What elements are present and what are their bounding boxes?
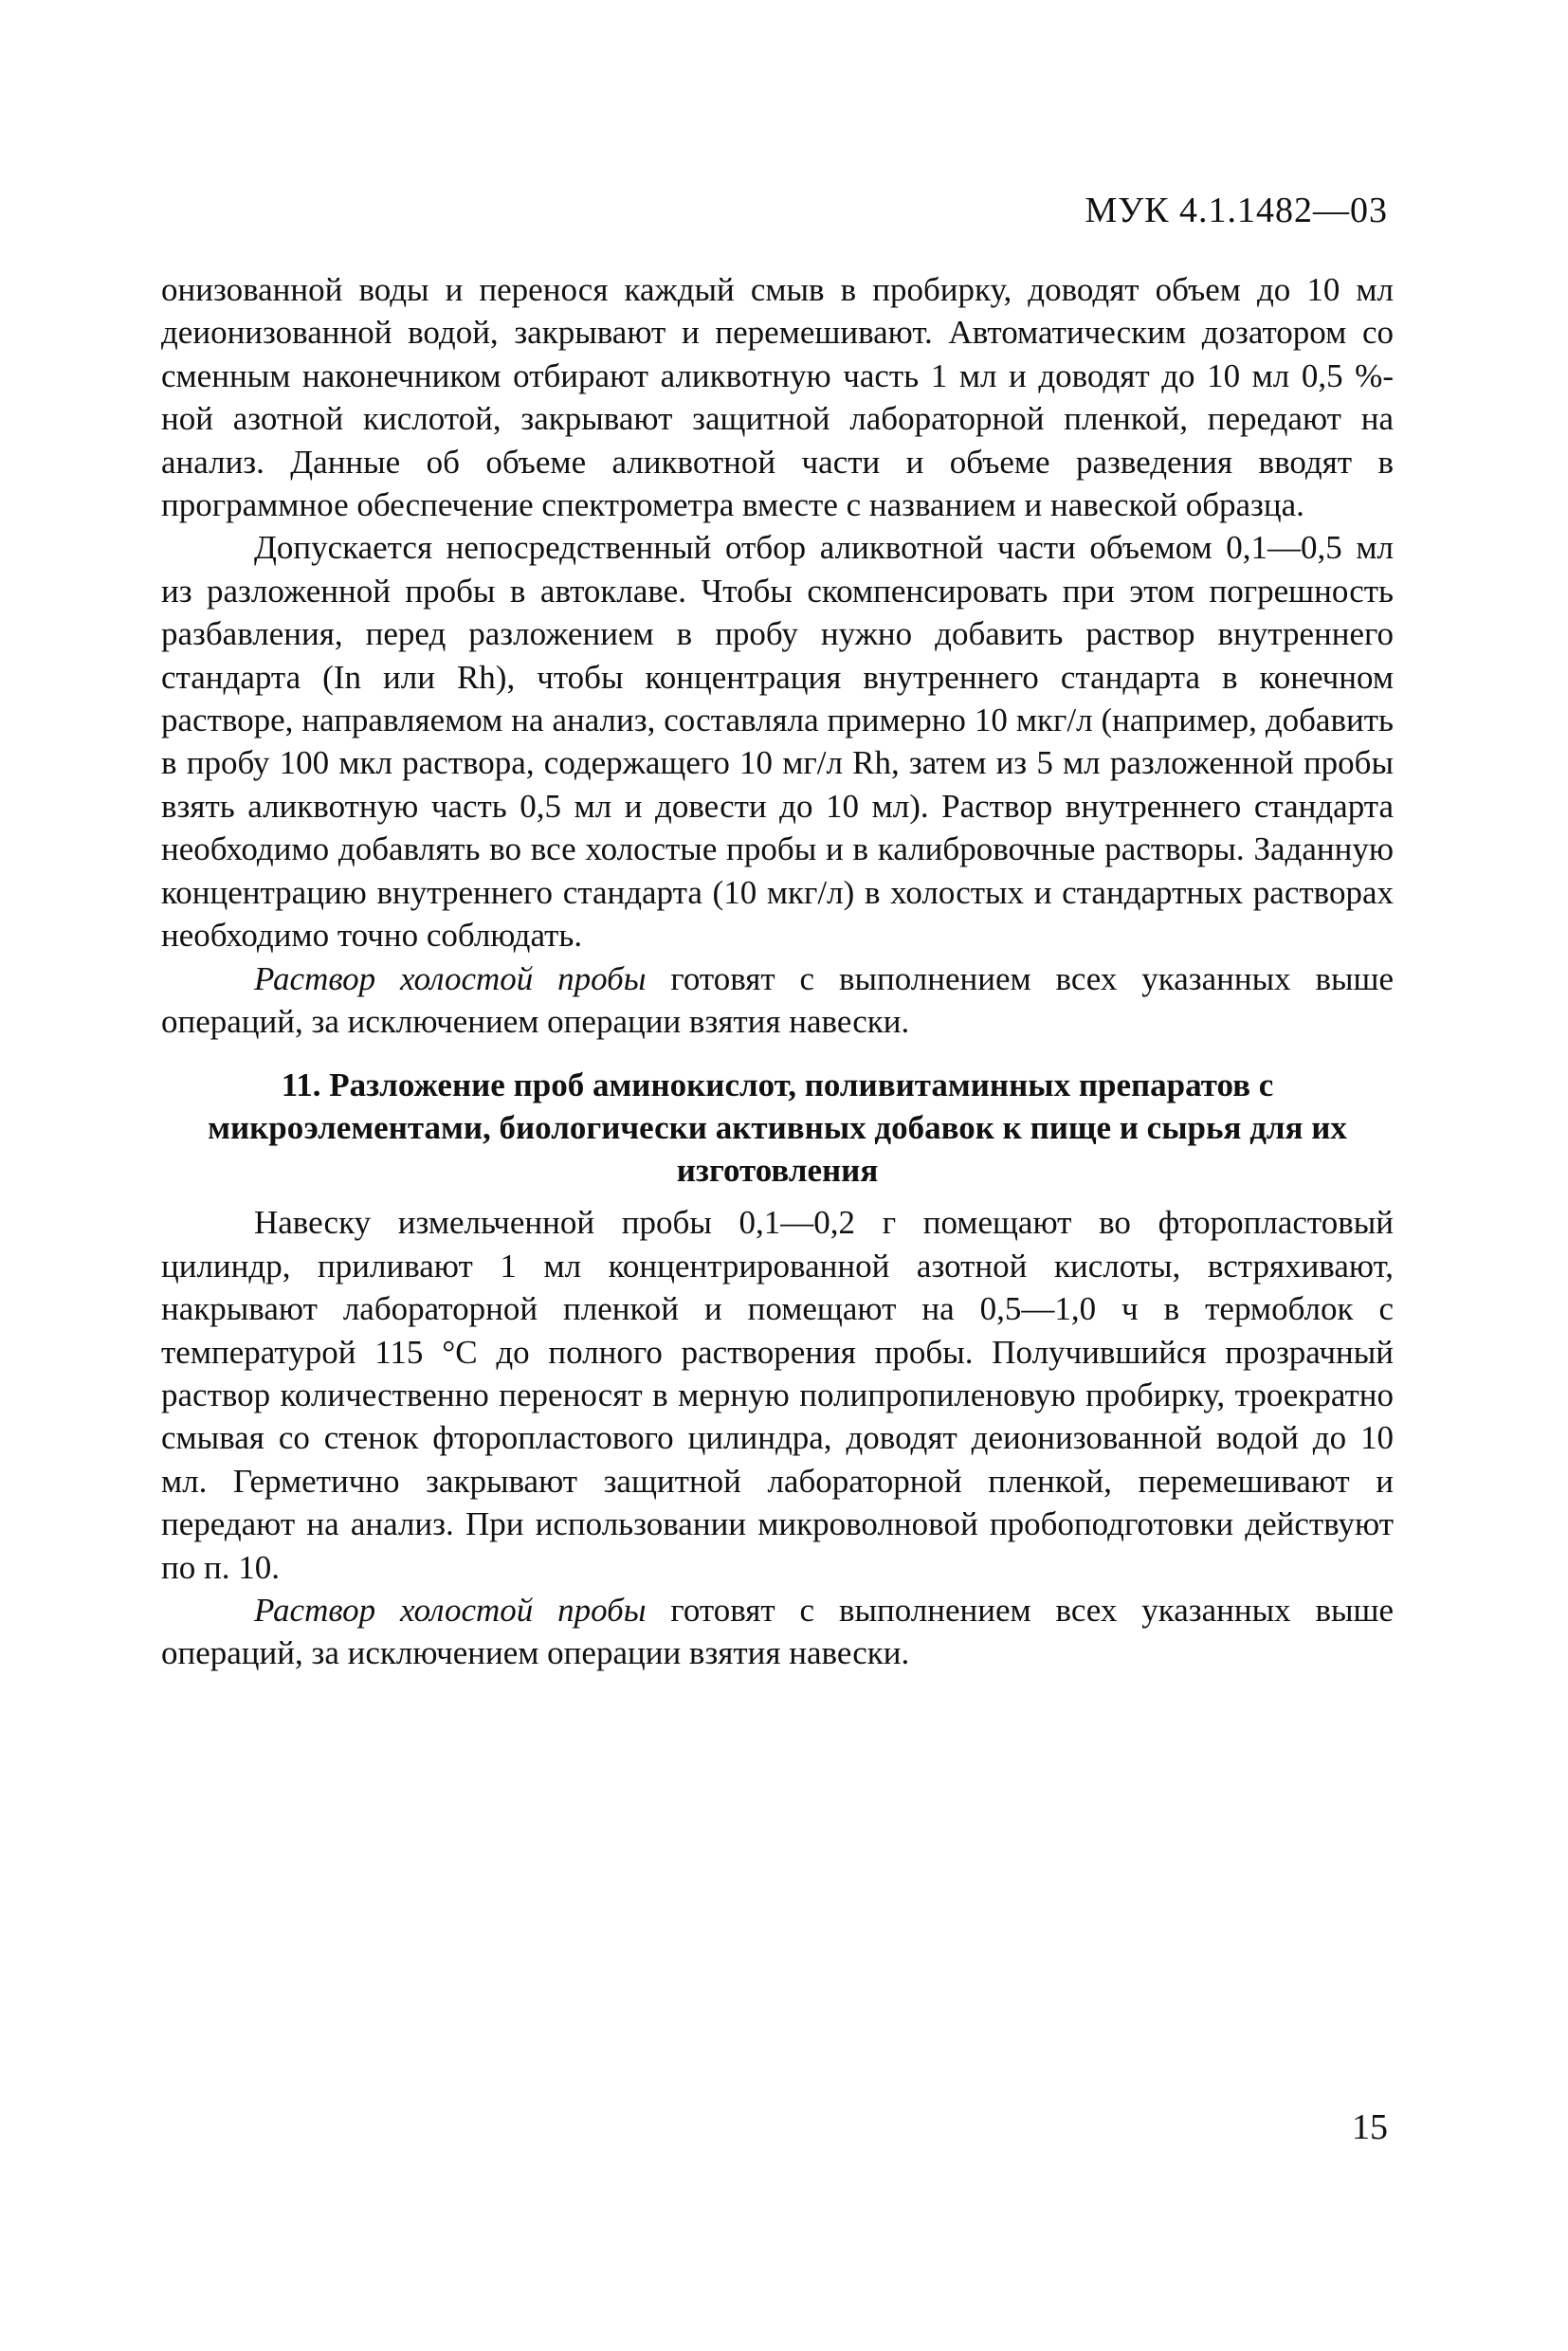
document-body — [161, 268, 1394, 1675]
paragraph-blank-solution — [161, 957, 1394, 1044]
paragraph-sample-decomposition: Навеску измельченной пробы 0,1—0,2 г помещают во фторопластовый цилиндр, приливают 1 мл концентрированной азотной кислоты, встряхивают, накрывают лабораторной пленкой и помещают на 0,5—1,0 ч в термоблок с температурой 115 °С до полного растворения пробы. Получившийся прозрачный раствор количественно переносят в мерную полипропиленовую пробирку, троекратно смывая со стенок фторопластового цилиндра, доводят деионизованной водой до 10 мл. Герметично закрывают защитной лабораторной пленкой, перемешивают и передают на анализ. При использовании микроволновой пробоподготовки действуют по п. 10. — [161, 1204, 1394, 1586]
blank-solution-text: готовят с выполнением всех указанных выше операций, за исключением операции взятия навески. — [161, 959, 1394, 1040]
paragraph-aliquot-selection: Допускается непосредственный отбор аликвотной части объемом 0,1—0,5 мл из разложенной пробы в автоклаве. Чтобы скомпенсировать при этом погрешность разбавления, перед разложением в пробу нужно добавить раствор внутреннего стандарта (In или Rh), чтобы концентрация внутреннего стандарта в конечном растворе, направляемом на анализ, составляла примерно 10 мкг/л (например, добавить в пробу 100 мкл раствора, содержащего 10 мг/л Rh, затем из 5 мл разложенной пробы взять аликвотную часть 0,5 мл и довести до 10 мл). Раствор внутреннего стандарта необходимо добавлять во все холостые пробы и в калибровочные растворы. Заданную концентрацию внутреннего стандарта (10 мкг/л) в холостых и стандартных растворах необходимо точно соблюдать. — [161, 529, 1394, 955]
blank-solution-term: Раствор холостой пробы — [254, 959, 647, 997]
blank-solution-text-2: готовят с выполнением всех указанных выше операций, за исключением операции взятия навески. — [161, 1591, 1394, 1672]
paragraph-blank-solution-2 — [161, 1589, 1394, 1675]
paragraph-continuation: онизованной воды и перенося каждый смыв в пробирку, доводят объем до 10 мл деионизованной водой, закрывают и перемешивают. Автоматическим дозатором со сменным наконечником отбирают аликвотную часть 1 мл и доводят до 10 мл 0,5 %-ной азотной кислотой, закрывают защитной лабораторной пленкой, передают на анализ. Данные об объеме аликвотной части и объеме разведения вводят в программное обеспечение спектрометра вместе с названием и навеской образца. — [161, 271, 1394, 524]
document-code-header: МУК 4.1.1482—03 — [1085, 191, 1388, 230]
section-title: 11. Разложение проб аминокислот, поливитаминных препаратов с микроэлементами, биологически активных добавок к пище и сырья для их изготовления — [208, 1066, 1347, 1190]
blank-solution-term-2: Раствор холостой пробы — [254, 1591, 647, 1629]
page-number: 15 — [1352, 2107, 1388, 2147]
